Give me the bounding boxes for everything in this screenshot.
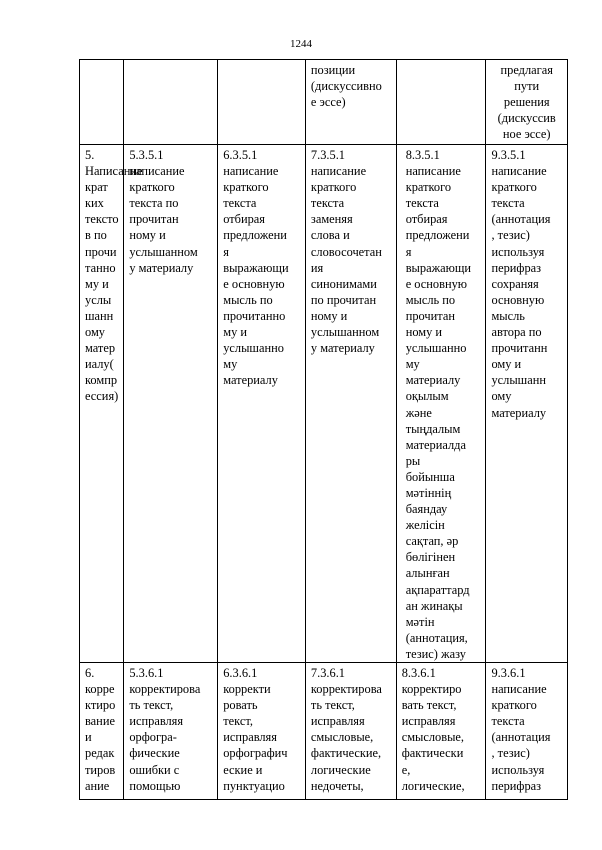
table-cell: 7.3.5.1 написание краткого текста заменяя слова и словосочетан ия синонимами по прочитан ному и услышанном у материалу xyxy=(305,145,396,663)
table-row xyxy=(80,145,568,663)
table-row xyxy=(80,663,568,800)
table-cell: 9.3.6.1 написание краткого текста (аннотация , тезис) используя перифраз xyxy=(486,663,568,800)
table-row xyxy=(80,60,568,145)
table-cell: 6. корре ктиро вание и редак тиров ание xyxy=(80,663,124,800)
table-cell: 5.3.6.1 корректирова ть текст, исправляя орфогра- фические ошибки с помощью xyxy=(124,663,218,800)
table-cell: предлагая пути решения (дискуссив ное эссе) xyxy=(486,60,568,145)
page-number: 1244 xyxy=(290,38,312,50)
table-cell: 8.3.6.1 корректиро вать текст, исправляя смысловые, фактически е, логические, xyxy=(396,663,486,800)
table-cell: 5. Написание крат ких тексто в по прочи танно му и услы шанн ому матер иалу( компр ессия) xyxy=(80,145,124,663)
table-cell: 8.3.5.1 написание краткого текста отбирая предложени я выражающи е основную мысль по прочитан ному и услышанно му материалу оқылым және тыңдалым материалда ры бойынша мәтіннің баяндау желісін сақтап, әр бөлігінен алынған ақпараттард ан жинақы мәтін (аннотация, тезис) жазу xyxy=(396,145,486,663)
table-cell: 9.3.5.1 написание краткого текста (аннотация , тезис) используя перифраз сохраняя основную мысль автора по прочитанн ому и услышанн ому материалу xyxy=(486,145,568,663)
table-cell: 6.3.5.1 написание краткого текста отбирая предложени я выражающи е основную мысль по прочитанно му и услышанно му материалу xyxy=(218,145,306,663)
table-cell: 5.3.5.1 написание краткого текста по прочитан ному и услышанном у материалу xyxy=(124,145,218,663)
table-cell: 7.3.6.1 корректирова ть текст, исправляя смысловые, фактические, логические недочеты, xyxy=(305,663,396,800)
table-cell xyxy=(124,60,218,145)
curriculum-table xyxy=(79,59,568,800)
table-cell xyxy=(396,60,486,145)
table-cell: позиции (дискуссивно е эссе) xyxy=(305,60,396,145)
table-cell xyxy=(218,60,306,145)
table-cell xyxy=(80,60,124,145)
table-cell: 6.3.6.1 корректи ровать текст, исправляя орфографич еские и пунктуацио xyxy=(218,663,306,800)
